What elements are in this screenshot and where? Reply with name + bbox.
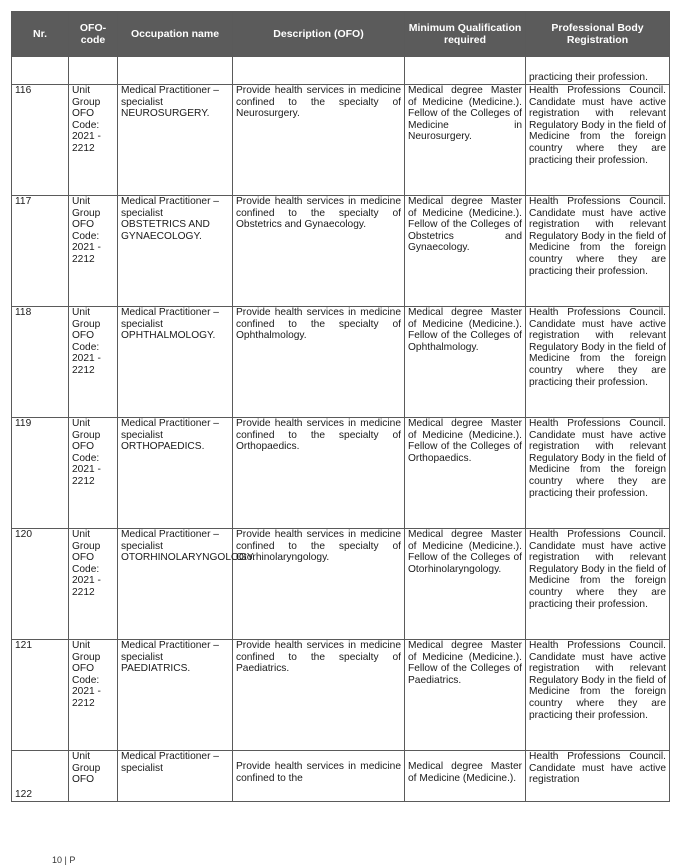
cell-empty: [405, 57, 526, 85]
cell-qualification: Medical degree Master of Medicine (Medicine.). Fellow of the Colleges of Medicine in Neurosurgery.: [405, 85, 526, 196]
cell-registration: Health Professions Council. Candidate must have active registration with relevant Regulatory Body in the field of Medicine from the foreign country where they are practicing their profession.: [526, 196, 670, 307]
table-row: [12, 85, 670, 196]
table-row: [12, 307, 670, 418]
cell-occupation: Medical Practitioner – specialist OBSTETRICS AND GYNAECOLOGY.: [118, 196, 233, 307]
cell-registration: practicing their profession.: [526, 57, 670, 85]
cell-registration: Health Professions Council. Candidate must have active registration with relevant Regulatory Body in the field of Medicine from the foreign country where they are practicing their profession.: [526, 418, 670, 529]
cell-registration: Health Professions Council. Candidate must have active registration: [526, 751, 670, 802]
cell-occupation: Medical Practitioner – specialist PAEDIATRICS.: [118, 640, 233, 751]
cell-qualification: Medical degree Master of Medicine (Medicine.). Fellow of the Colleges of Paediatrics.: [405, 640, 526, 751]
cell-description: Provide health services in medicine confined to the specialty of Ophthalmology.: [233, 307, 405, 418]
cell-qualification: Medical degree Master of Medicine (Medicine.).: [405, 751, 526, 802]
cell-occupation: Medical Practitioner – specialist OPHTHALMOLOGY.: [118, 307, 233, 418]
cell-occupation: Medical Practitioner – specialist NEUROSURGERY.: [118, 85, 233, 196]
cell-empty: [118, 57, 233, 85]
cell-empty: [233, 57, 405, 85]
cell-description: Provide health services in medicine confined to the specialty of Obstetrics and Gynaecology.: [233, 196, 405, 307]
table-row: [12, 418, 670, 529]
cell-occupation: Medical Practitioner – specialist OTORHINOLARYNGOLOGY.: [118, 529, 233, 640]
cell-ofo-code: Unit Group OFO Code: 2021 - 2212: [69, 529, 118, 640]
cell-nr: 116: [12, 85, 69, 196]
continuation-row: [12, 57, 670, 85]
cell-empty: [69, 57, 118, 85]
cell-registration: Health Professions Council. Candidate must have active registration with relevant Regulatory Body in the field of Medicine from the foreign country where they are practicing their profession.: [526, 640, 670, 751]
header-description: Description (OFO): [233, 12, 405, 57]
cell-ofo-code: Unit Group OFO Code: 2021 - 2212: [69, 307, 118, 418]
cell-ofo-code: Unit Group OFO Code: 2021 - 2212: [69, 85, 118, 196]
cell-description: Provide health services in medicine confined to the: [233, 751, 405, 802]
header-nr: Nr.: [12, 12, 69, 57]
cell-description: Provide health services in medicine confined to the specialty of Otorhinolaryngology.: [233, 529, 405, 640]
cell-qualification: Medical degree Master of Medicine (Medicine.). Fellow of the Colleges of Ophthalmology.: [405, 307, 526, 418]
cell-description: Provide health services in medicine confined to the specialty of Neurosurgery.: [233, 85, 405, 196]
cell-nr: 120: [12, 529, 69, 640]
cell-nr: 121: [12, 640, 69, 751]
cell-ofo-code: Unit Group OFO Code: 2021 - 2212: [69, 418, 118, 529]
header-professional-registration: Professional Body Registration: [526, 12, 670, 57]
cell-qualification: Medical degree Master of Medicine (Medicine.). Fellow of the Colleges of Obstetrics and Gynaecology.: [405, 196, 526, 307]
cell-nr: 118: [12, 307, 69, 418]
table-row: [12, 640, 670, 751]
cell-nr: 122: [12, 751, 69, 802]
cell-registration: Health Professions Council. Candidate must have active registration with relevant Regulatory Body in the field of Medicine from the foreign country where they are practicing their profession.: [526, 529, 670, 640]
cell-occupation: Medical Practitioner – specialist: [118, 751, 233, 802]
cell-occupation: Medical Practitioner – specialist ORTHOPAEDICS.: [118, 418, 233, 529]
cell-nr: 117: [12, 196, 69, 307]
cell-ofo-code: Unit Group OFO: [69, 751, 118, 802]
cell-description: Provide health services in medicine confined to the specialty of Orthopaedics.: [233, 418, 405, 529]
ofo-occupations-table: [11, 11, 670, 802]
table-row: [12, 529, 670, 640]
cell-description: Provide health services in medicine confined to the specialty of Paediatrics.: [233, 640, 405, 751]
page-footer: 10 | P: [52, 855, 76, 865]
cell-registration: Health Professions Council. Candidate must have active registration with relevant Regulatory Body in the field of Medicine from the foreign country where they are practicing their profession.: [526, 307, 670, 418]
cell-empty: [12, 57, 69, 85]
table-row-partial: [12, 751, 670, 802]
cell-nr: 119: [12, 418, 69, 529]
cell-registration: Health Professions Council. Candidate must have active registration with relevant Regulatory Body in the field of Medicine from the foreign country where they are practicing their profession.: [526, 85, 670, 196]
table-row: [12, 196, 670, 307]
cell-qualification: Medical degree Master of Medicine (Medicine.). Fellow of the Colleges of Otorhinolaryngology.: [405, 529, 526, 640]
table-header-row: [12, 12, 670, 57]
header-ofo-code: OFO-code: [69, 12, 118, 57]
header-minimum-qualification: Minimum Qualification required: [405, 12, 526, 57]
cell-ofo-code: Unit Group OFO Code: 2021 - 2212: [69, 640, 118, 751]
cell-ofo-code: Unit Group OFO Code: 2021 - 2212: [69, 196, 118, 307]
header-occupation-name: Occupation name: [118, 12, 233, 57]
cell-qualification: Medical degree Master of Medicine (Medicine.). Fellow of the Colleges of Orthopaedics.: [405, 418, 526, 529]
